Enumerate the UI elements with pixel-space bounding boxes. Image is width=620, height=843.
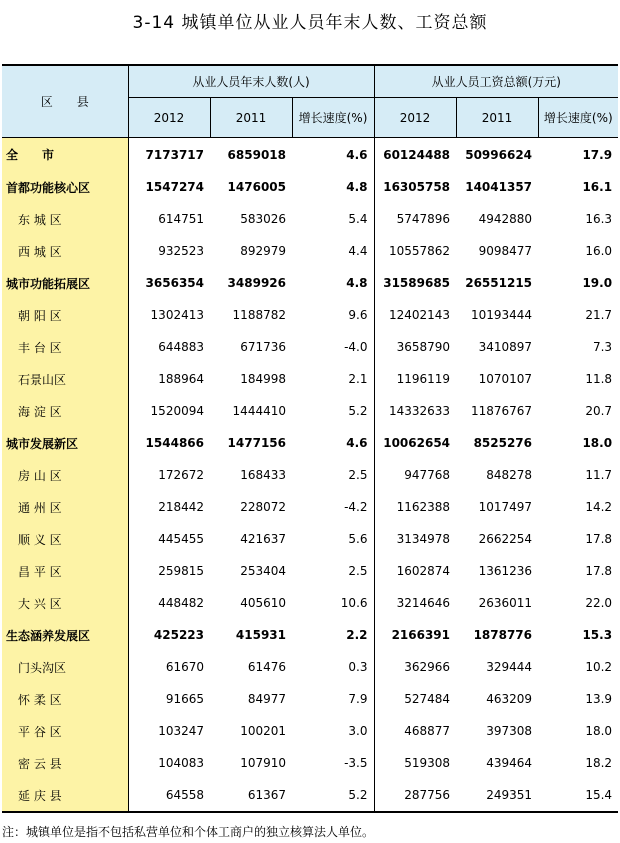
header-employees-2012: 2012 [128,98,210,138]
table-row [2,299,618,331]
table-row [2,715,618,747]
cell-wages-growth: 11.7 [585,468,613,482]
cell-employees-2011: 671736 [240,340,286,354]
cell-employees-growth: 2.2 [292,619,374,651]
cell-wages-2012: 527484 [374,683,456,715]
cell-wages-2011: 1361236 [478,564,533,578]
cell-employees-growth: 5.6 [292,523,374,555]
cell-employees-growth: 5.4 [292,203,374,235]
region-name: 通 州 区 [2,491,128,523]
cell-employees-2011: 405610 [240,596,286,610]
cell-employees-2011: 892979 [240,244,286,258]
cell-wages-growth: 18.0 [585,724,613,738]
cell-employees-2012: 218442 [128,491,210,523]
cell-wages-growth: 14.2 [585,500,613,514]
cell-wages-growth: 15.3 [582,628,613,642]
table-row [2,203,618,235]
table-row [2,587,618,619]
region-name: 房 山 区 [2,459,128,491]
table-row [2,363,618,395]
cell-employees-2011: 184998 [240,372,286,386]
header-wages-growth: 增长速度(%) [538,98,618,138]
region-name: 东 城 区 [2,203,128,235]
table-row [2,619,618,651]
cell-employees-2012: 103247 [128,715,210,747]
cell-employees-growth: 7.9 [292,683,374,715]
cell-wages-2011: 329444 [486,660,533,674]
cell-wages-2011: 4942880 [478,212,533,226]
cell-employees-2011: 1476005 [227,180,286,194]
header-region: 区 县 [2,65,128,138]
table-row [2,523,618,555]
cell-wages-2011: 848278 [486,468,533,482]
cell-wages-2011: 1878776 [473,628,533,642]
cell-employees-growth: 4.6 [292,138,374,172]
cell-employees-2012: 259815 [128,555,210,587]
cell-wages-growth: 16.1 [582,180,613,194]
header-group-employees: 从业人员年末人数(人) [128,65,374,98]
cell-wages-growth: 17.9 [538,138,618,172]
cell-employees-growth: -4.0 [292,331,374,363]
region-name: 密 云 县 [2,747,128,779]
cell-employees-2011: 415931 [235,628,286,642]
cell-employees-2011: 421637 [240,532,286,546]
cell-employees-2011: 168433 [240,468,286,482]
region-name: 昌 平 区 [2,555,128,587]
cell-wages-2012: 14332633 [374,395,456,427]
cell-employees-2011: 228072 [240,500,286,514]
cell-wages-growth: 21.7 [585,308,613,322]
cell-wages-2011: 249351 [486,788,533,802]
cell-employees-2012: 1547274 [128,171,210,203]
cell-employees-2012: 61670 [128,651,210,683]
cell-wages-growth: 13.9 [585,692,613,706]
cell-employees-2011: 6859018 [210,138,292,172]
table-row [2,491,618,523]
cell-employees-growth: -4.2 [292,491,374,523]
cell-employees-2012: 1520094 [128,395,210,427]
cell-employees-2012: 932523 [128,235,210,267]
cell-wages-2012: 468877 [374,715,456,747]
cell-employees-2011: 107910 [240,756,286,770]
region-name: 生态涵养发展区 [2,619,128,651]
header-employees-2011: 2011 [210,98,292,138]
cell-wages-2012: 3214646 [374,587,456,619]
table-row [2,459,618,491]
cell-employees-2012: 425223 [128,619,210,651]
cell-employees-2011: 3489926 [227,276,286,290]
cell-wages-2012: 362966 [374,651,456,683]
cell-wages-2011: 2662254 [478,532,533,546]
cell-wages-2011: 50996624 [456,138,538,172]
cell-employees-growth: 2.1 [292,363,374,395]
cell-wages-2012: 12402143 [374,299,456,331]
table-row [2,427,618,459]
cell-employees-growth: 2.5 [292,555,374,587]
table-row [2,651,618,683]
cell-employees-growth: 4.6 [292,427,374,459]
cell-employees-2012: 91665 [128,683,210,715]
cell-wages-growth: 15.4 [585,788,613,802]
cell-employees-growth: -3.5 [292,747,374,779]
cell-employees-2011: 253404 [240,564,286,578]
region-name: 全 市 [2,138,128,172]
cell-wages-2012: 947768 [374,459,456,491]
header-group-wages: 从业人员工资总额(万元) [374,65,618,98]
cell-wages-2012: 60124488 [374,138,456,172]
cell-employees-growth: 2.5 [292,459,374,491]
cell-wages-2012: 1162388 [374,491,456,523]
cell-wages-growth: 7.3 [592,340,613,354]
cell-employees-growth: 4.4 [292,235,374,267]
header-wages-2012: 2012 [374,98,456,138]
cell-wages-2011: 9098477 [478,244,533,258]
table-row [2,683,618,715]
cell-employees-2012: 1544866 [128,427,210,459]
cell-wages-2011: 2636011 [478,596,533,610]
table-row [2,171,618,203]
cell-employees-2012: 448482 [128,587,210,619]
cell-wages-2011: 1017497 [478,500,533,514]
cell-wages-2011: 397308 [486,724,533,738]
cell-employees-2011: 84977 [247,692,286,706]
cell-employees-2011: 1477156 [227,436,286,450]
cell-employees-growth: 3.0 [292,715,374,747]
cell-wages-growth: 20.7 [585,404,613,418]
page-title: 3-14 城镇单位从业人员年末人数、工资总额 [132,13,488,33]
table-row [2,331,618,363]
cell-wages-2011: 11876767 [470,404,533,418]
table-row [2,779,618,812]
cell-wages-2012: 1602874 [374,555,456,587]
cell-employees-2012: 614751 [128,203,210,235]
cell-wages-2012: 10557862 [374,235,456,267]
region-name: 平 谷 区 [2,715,128,747]
header-employees-growth: 增长速度(%) [292,98,374,138]
cell-wages-2012: 5747896 [374,203,456,235]
cell-employees-2012: 3656354 [128,267,210,299]
region-name: 延 庆 县 [2,779,128,812]
cell-employees-2012: 104083 [128,747,210,779]
cell-wages-2011: 3410897 [478,340,533,354]
header-wages-2011: 2011 [456,98,538,138]
cell-employees-2012: 1302413 [128,299,210,331]
table-header [2,65,618,138]
cell-wages-2011: 1070107 [478,372,533,386]
cell-wages-2012: 2166391 [374,619,456,651]
cell-wages-2012: 10062654 [374,427,456,459]
cell-wages-2012: 3658790 [374,331,456,363]
cell-employees-2012: 644883 [128,331,210,363]
region-name: 怀 柔 区 [2,683,128,715]
footnote: 注：城镇单位是指不包括私营单位和个体工商户的独立核算法人单位。 [2,825,375,839]
cell-employees-2011: 100201 [240,724,286,738]
table-body [2,138,618,813]
table-row [2,747,618,779]
cell-wages-2011: 439464 [486,756,533,770]
region-name: 城市发展新区 [2,427,128,459]
cell-wages-growth: 11.8 [585,372,613,386]
table-row [2,235,618,267]
cell-wages-growth: 17.8 [585,564,613,578]
cell-wages-growth: 16.0 [585,244,613,258]
cell-employees-2012: 7173717 [128,138,210,172]
cell-employees-growth: 4.8 [292,171,374,203]
cell-wages-2012: 519308 [374,747,456,779]
data-table [2,64,618,813]
region-name: 西 城 区 [2,235,128,267]
region-name: 顺 义 区 [2,523,128,555]
cell-wages-growth: 10.2 [585,660,613,674]
cell-wages-2011: 463209 [486,692,533,706]
cell-wages-2011: 10193444 [470,308,533,322]
region-name: 首都功能核心区 [2,171,128,203]
cell-employees-2012: 172672 [128,459,210,491]
region-name: 丰 台 区 [2,331,128,363]
region-name: 石景山区 [2,363,128,395]
cell-wages-2011: 26551215 [465,276,533,290]
cell-wages-growth: 19.0 [582,276,613,290]
cell-wages-2011: 8525276 [473,436,533,450]
cell-employees-2011: 61476 [247,660,286,674]
cell-wages-2011: 14041357 [465,180,533,194]
cell-wages-growth: 17.8 [585,532,613,546]
cell-employees-growth: 9.6 [292,299,374,331]
cell-wages-2012: 1196119 [374,363,456,395]
cell-employees-growth: 10.6 [292,587,374,619]
region-name: 门头沟区 [2,651,128,683]
cell-wages-2012: 287756 [374,779,456,812]
cell-wages-growth: 22.0 [585,596,613,610]
cell-employees-2011: 61367 [247,788,286,802]
cell-employees-growth: 5.2 [292,779,374,812]
table-row [2,138,618,172]
cell-employees-growth: 0.3 [292,651,374,683]
region-name: 朝 阳 区 [2,299,128,331]
cell-wages-growth: 18.2 [585,756,613,770]
cell-wages-growth: 16.3 [585,212,613,226]
cell-employees-2011: 1188782 [232,308,286,322]
cell-employees-2012: 64558 [128,779,210,812]
cell-employees-growth: 5.2 [292,395,374,427]
region-name: 城市功能拓展区 [2,267,128,299]
cell-wages-2012: 31589685 [374,267,456,299]
table-row [2,395,618,427]
cell-wages-2012: 3134978 [374,523,456,555]
cell-employees-2012: 188964 [128,363,210,395]
cell-employees-2011: 583026 [240,212,286,226]
table-row [2,555,618,587]
cell-employees-2011: 1444410 [232,404,286,418]
region-name: 大 兴 区 [2,587,128,619]
cell-employees-2012: 445455 [128,523,210,555]
table-row [2,267,618,299]
cell-wages-2012: 16305758 [374,171,456,203]
cell-employees-growth: 4.8 [292,267,374,299]
region-name: 海 淀 区 [2,395,128,427]
cell-wages-growth: 18.0 [582,436,613,450]
